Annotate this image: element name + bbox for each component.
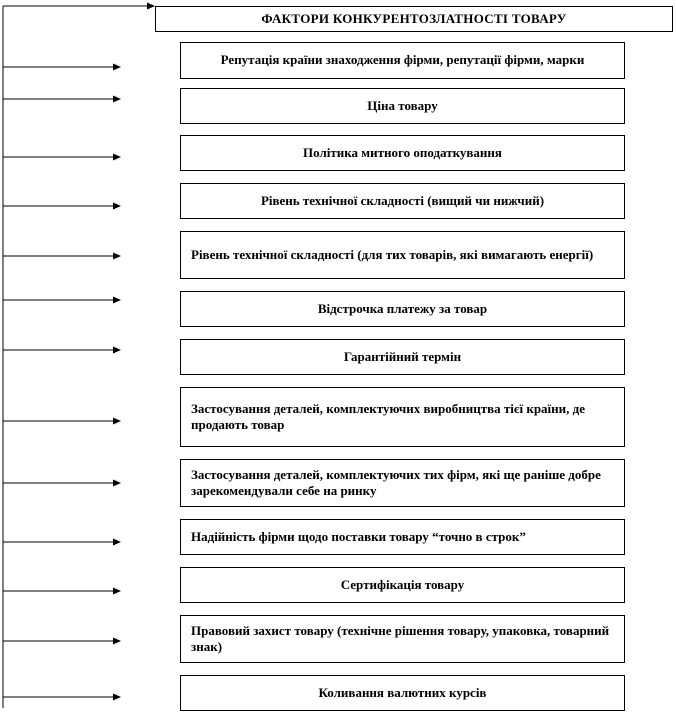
factor-box-9: Застосування деталей, комплектуючих тих фірм, які ще раніше добре зарекомендували себе на ринку — [180, 459, 625, 507]
factor-box-10: Надійність фірми щодо поставки товару “точно в строк” — [180, 519, 625, 555]
factor-box-3: Політика митного оподаткування — [180, 135, 625, 171]
factor-box-6: Відстрочка платежу за товар — [180, 291, 625, 327]
factor-box-12: Правовий захист товару (технічне рішення товару, упаковка, товарний знак) — [180, 615, 625, 663]
factor-box-8: Застосування деталей, комплектуючих виробництва тієї країни, де продають товар — [180, 387, 625, 447]
factor-box-4: Рівень технічної складності (вищий чи нижчий) — [180, 183, 625, 219]
diagram-title: ФАКТОРИ КОНКУРЕНТОЗЛАТНОСТІ ТОВАРУ — [155, 6, 673, 32]
factor-box-1: Репутація країни знаходження фірми, репутації фірми, марки — [180, 42, 625, 79]
factor-box-5: Рівень технічної складності (для тих товарів, які вимагають енергії) — [180, 231, 625, 279]
factor-box-11: Сертифікація товару — [180, 567, 625, 603]
factor-box-7: Гарантійний термін — [180, 339, 625, 375]
factor-box-13: Коливання валютних курсів — [180, 675, 625, 711]
factor-box-2: Ціна товару — [180, 88, 625, 124]
